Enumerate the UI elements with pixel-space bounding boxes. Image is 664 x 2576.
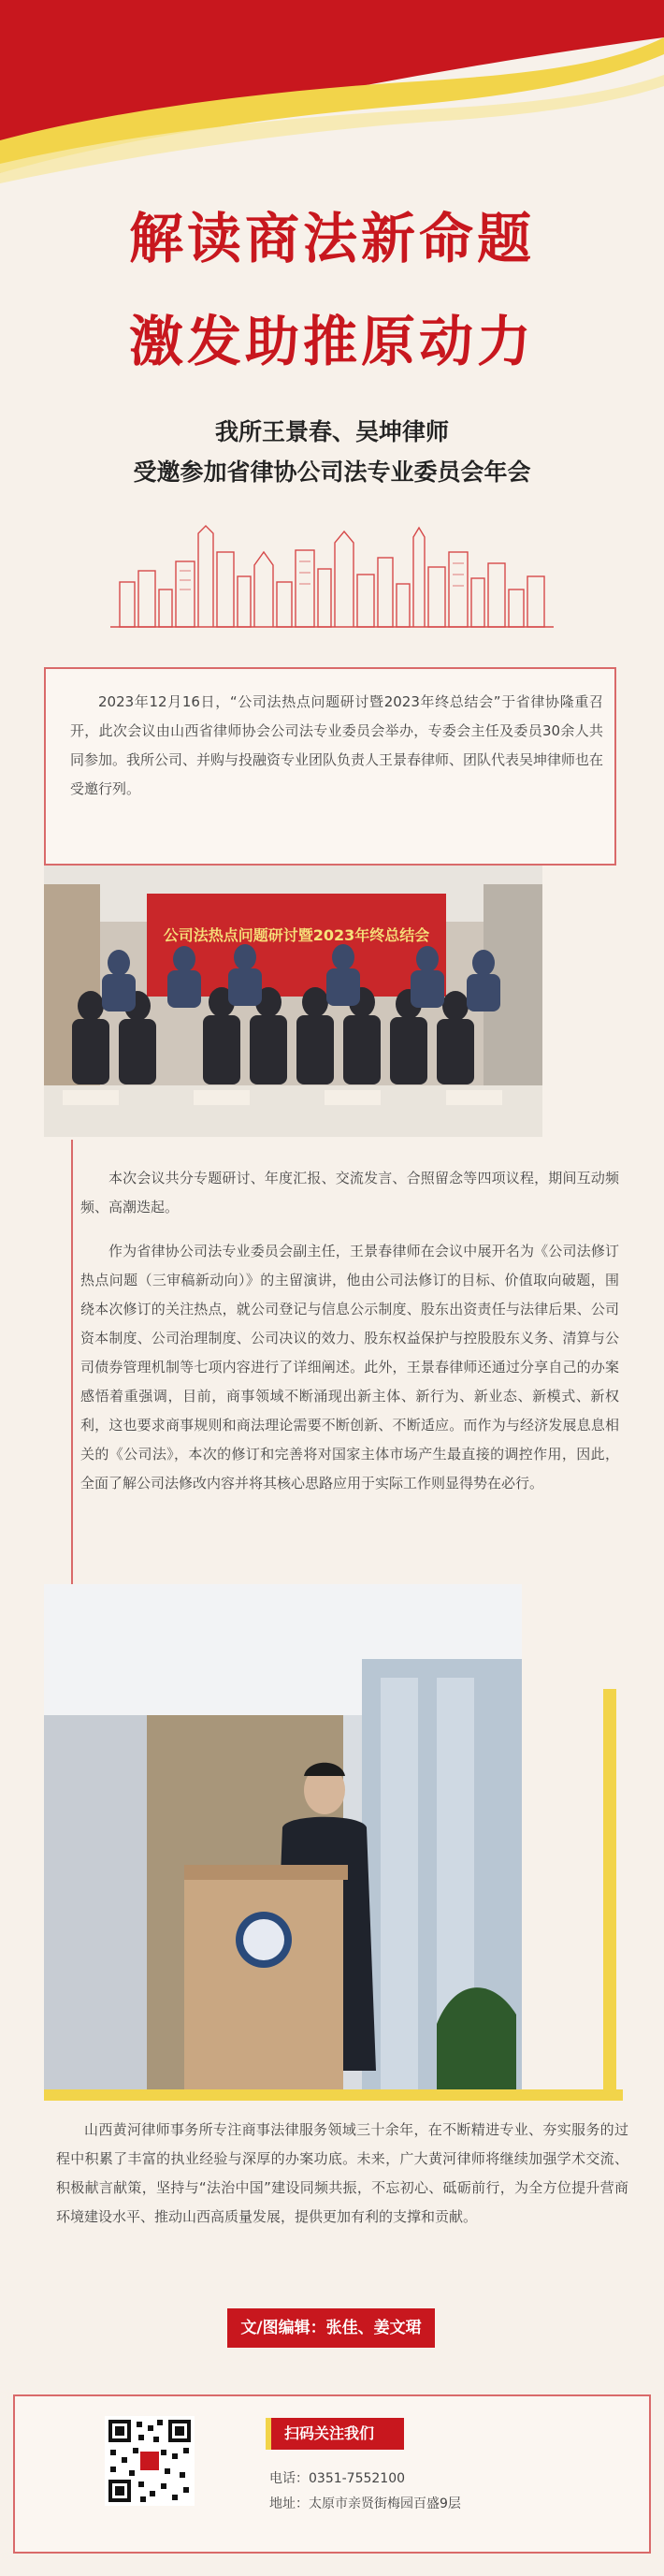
closing-paragraph: 山西黄河律师事务所专注商事法律服务领域三十余年，在不断精进专业、夯实服务的过程中积累了丰富的执业经验与深厚的办案功底。未来，广大黄河律师将继续加强学术交流、积极献言献策，坚持与“法治中国”建设同频共振，不忘初心、砥砺前行，为全方位提升营商环境建设水平、推动山西高质量发展，提供更加有利的支撑和贡献。: [56, 2121, 628, 2225]
office-address: 地址：太原市亲贤街梅园百盛9层: [269, 2496, 461, 2511]
subtitle-line1: 我所王景春、吴坤律师: [214, 418, 449, 445]
photo-frame-accent-right: [603, 1689, 616, 2101]
main-title-line1: 解读商法新命题: [128, 207, 535, 270]
qr-code-image[interactable]: [105, 2416, 195, 2506]
photo-banner-text: 公司法热点问题研讨暨2023年终总结会: [163, 926, 430, 944]
group-photo-image: [44, 866, 542, 1137]
speaker-photo-image: [44, 1584, 522, 2099]
follow-us-label: 扫码关注我们: [271, 2418, 404, 2450]
intro-paragraph: 2023年12月16日，“公司法热点问题研讨暨2023年终总结会”于省律协隆重召开，此次会议由山西省律师协会公司法专业委员会举办，专委会主任及委员30余人共同参加。我所公司、并购与投融资专业团队负责人王景春律师、团队代表吴坤律师也在受邀行列。: [70, 693, 604, 797]
agenda-paragraph: 本次会议共分专题研讨、年度汇报、交流发言、合照留念等四项议程，期间互动频频、高潮迭起。: [80, 1170, 619, 1215]
photo-frame-accent-bottom: [44, 2089, 623, 2101]
editor-credit-badge: 文/图编辑：张佳、姜文珺: [227, 2308, 435, 2348]
header-ribbon-graphic: [0, 0, 664, 196]
speech-paragraph: 作为省律协公司法专业委员会副主任，王景春律师在会议中展开名为《公司法修订热点问题（三审稿新动向）》的主留演讲，他由公司法修订的目标、价值取向破题，围绕本次修订的关注热点，就公司登记与信息公示制度、股东出资责任与法律后果、公司资本制度、公司治理制度、公司决议的效力、股东权益保护与控股股东义务、清算与公司债券管理机制等七项内容进行了详细阐述。此外，王景春律师还通过分享自己的办案感悟着重强调，目前，商事领域不断涌现出新主体、新行为、新业态、新模式、新权利，这也要求商事规则和商法理论需要不断创新、不断适应。而作为与经济发展息息相关的《公司法》，本次的修订和完善将对国家主体市场产生最直接的调控作用，因此，全面了解公司法修改内容并将其核心思路应用于实际工作则显得势在必行。: [80, 1243, 619, 1492]
main-title-line2: 激发助推原动力: [128, 310, 535, 373]
subtitle-line2: 受邀参加省律协公司法专业委员会年会: [133, 458, 531, 486]
phone-number: 电话：0351-7552100: [269, 2471, 406, 2486]
city-skyline-icon: [110, 524, 554, 629]
